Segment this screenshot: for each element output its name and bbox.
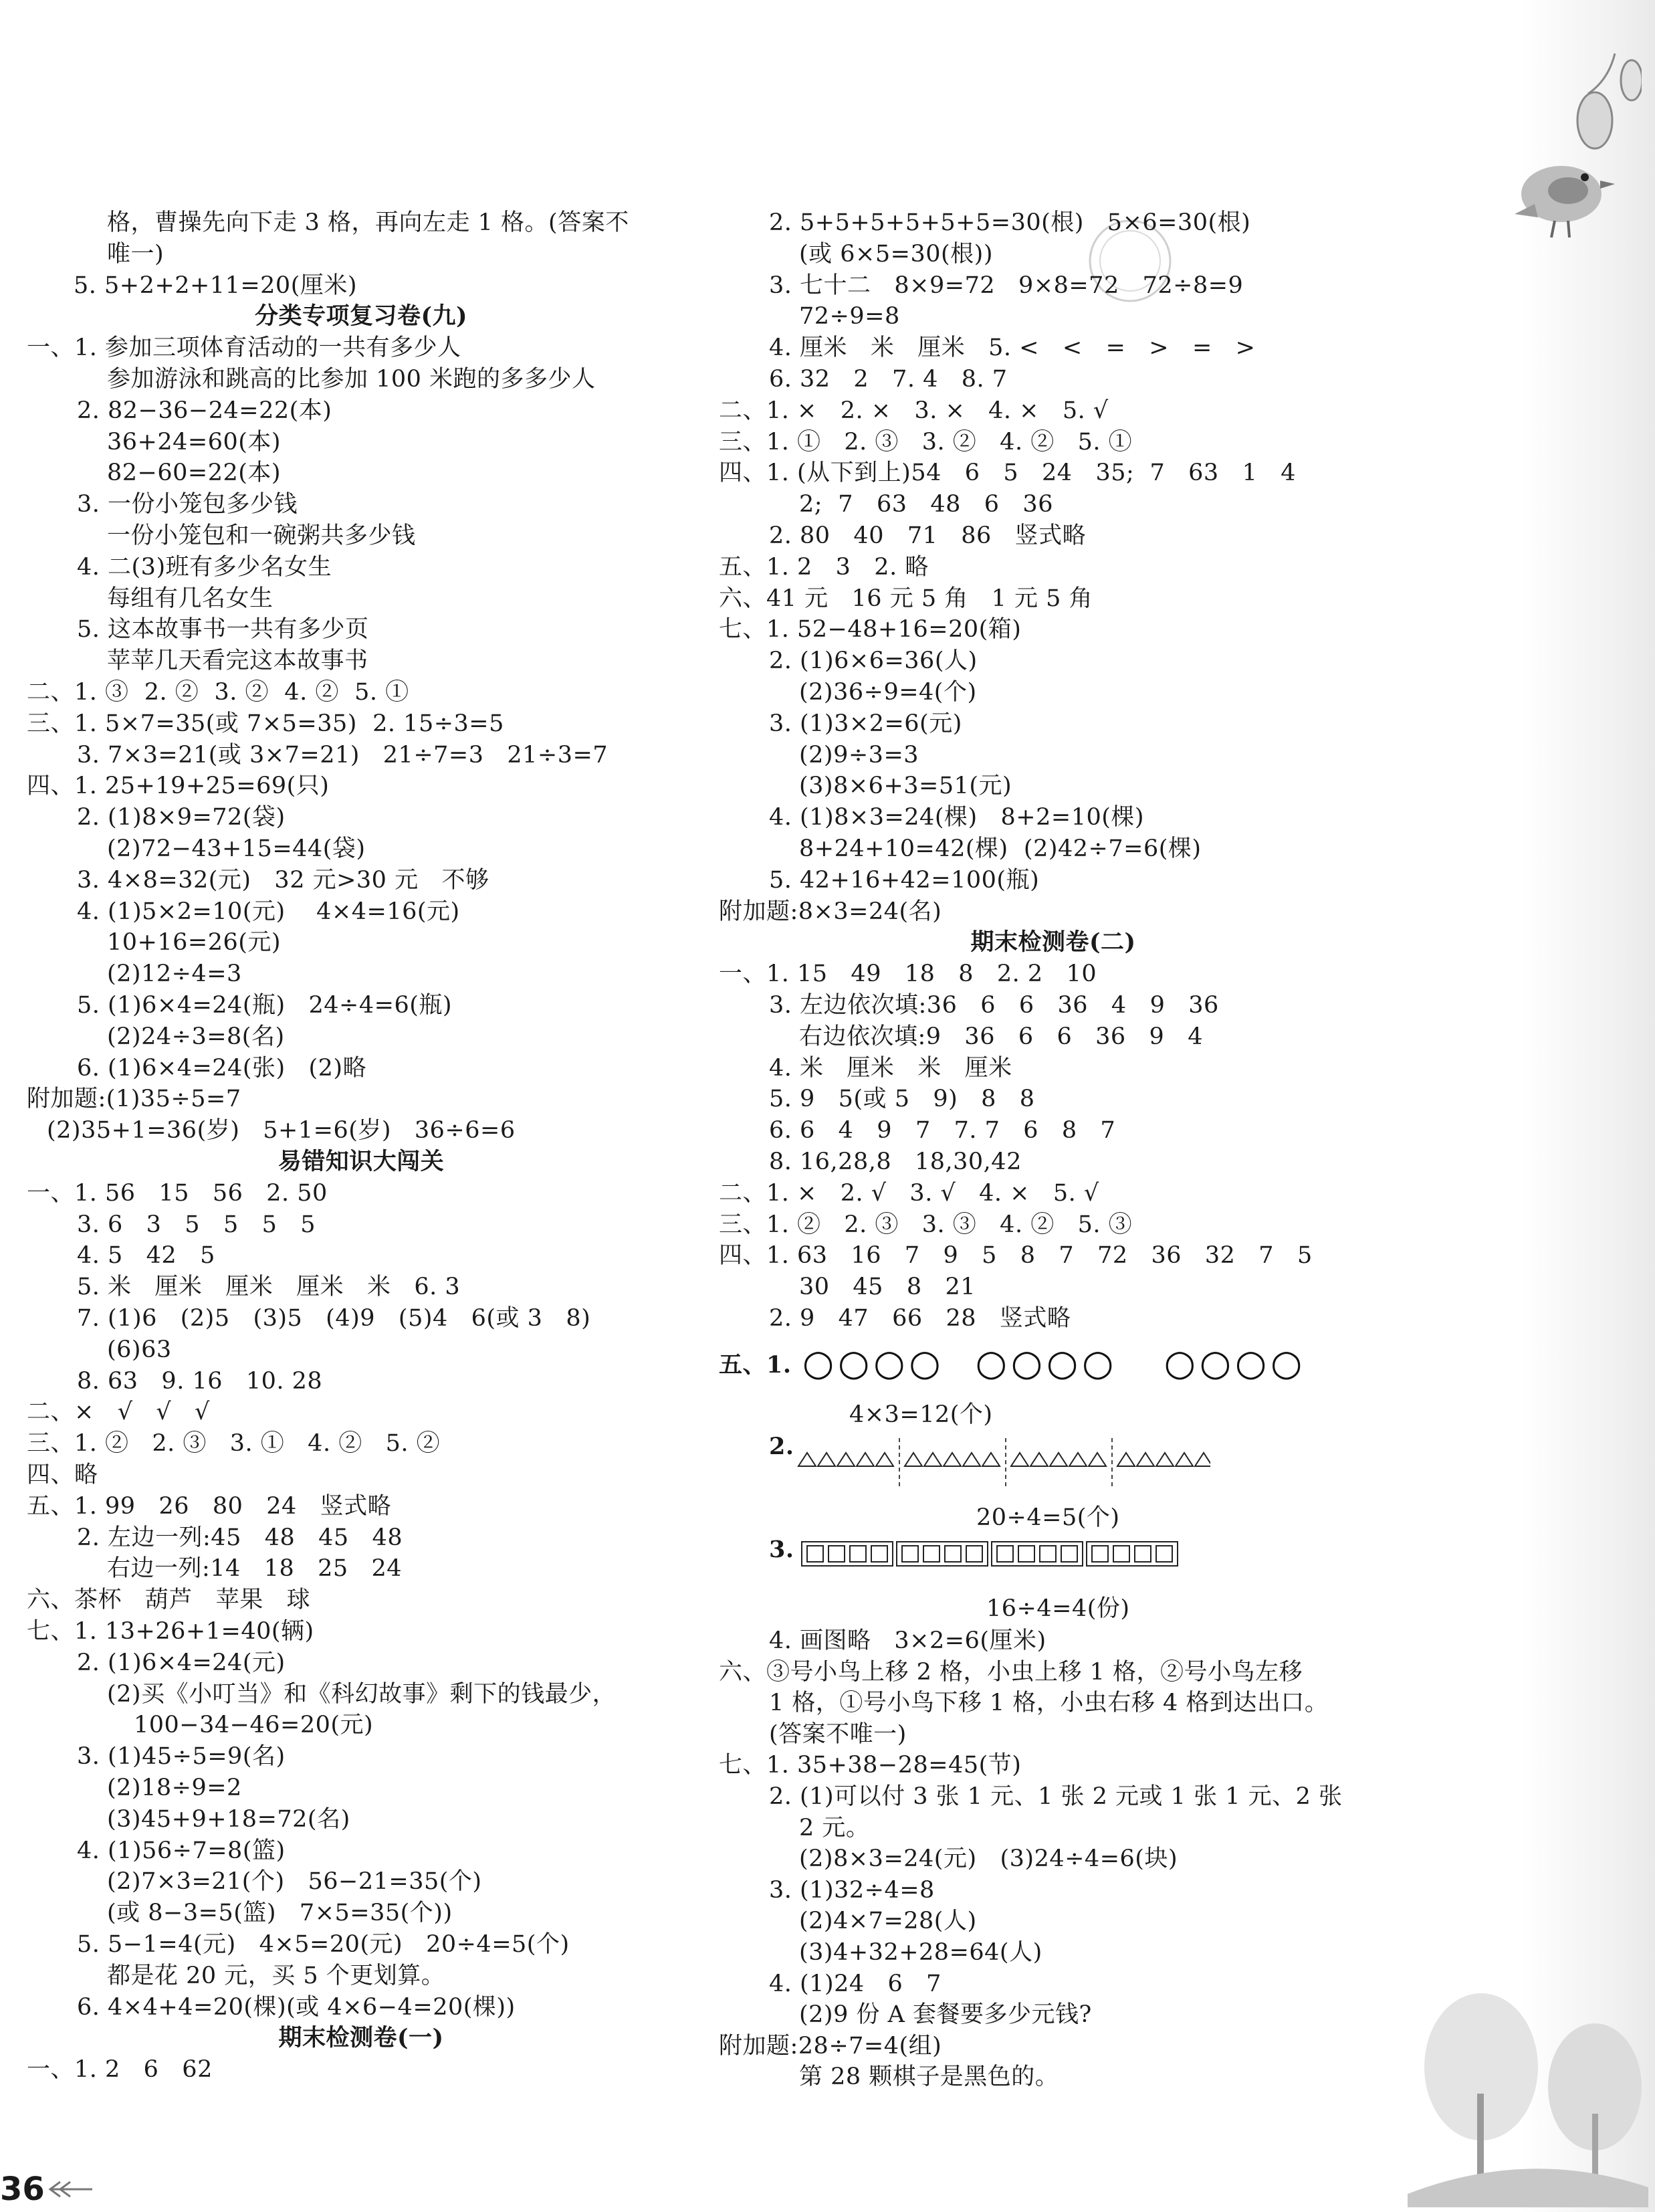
answer-line: 三、1. ① 2. ③ 3. ② 4. ② 5. ① <box>719 428 1133 456</box>
triangle-mark <box>1011 1453 1028 1466</box>
answer-line: 72÷9=8 <box>799 303 900 330</box>
triangle-mark <box>1050 1453 1067 1466</box>
answer-line: 二、× √ √ √ <box>27 1399 210 1426</box>
answer-line: 100−34−46=20(元) <box>134 1712 374 1739</box>
figure-box-groups <box>801 1541 1178 1567</box>
answer-line: 二、1. ③ 2. ② 3. ② 4. ② 5. ① <box>27 679 409 706</box>
answer-line: 一、1. 2 6 62 <box>27 2056 213 2084</box>
figure-triangle-groups <box>796 1437 1210 1490</box>
figure-q5-1-equation: 4×3=12(个) <box>849 1401 993 1428</box>
triangle-mark <box>857 1453 874 1466</box>
answer-line: (2)24÷3=8(名) <box>107 1023 285 1050</box>
answer-line: 3. 七十二 8×9=72 9×8=72 72÷8=9 <box>769 272 1244 299</box>
answer-line: 5. (1)6×4=24(瓶) 24÷4=6(瓶) <box>77 992 453 1019</box>
square-mark <box>923 1545 940 1563</box>
answer-line: 格，曹操先向下走 3 格，再向左走 1 格。(答案不 <box>107 209 629 236</box>
answer-line: 6. 32 2 7. 4 8. 7 <box>769 366 1008 393</box>
figure-q5-3-equation: 16÷4=4(份) <box>986 1595 1130 1622</box>
section-title: 易错知识大闯关 <box>278 1148 445 1175</box>
triangle-mark <box>818 1453 835 1466</box>
answer-line: 四、略 <box>27 1462 98 1488</box>
answer-line: 6. 4×4+4=20(棵)(或 4×6−4=20(棵)) <box>77 1993 516 2021</box>
triangle-mark <box>982 1453 1000 1466</box>
box-group <box>896 1541 988 1567</box>
answer-line: 七、1. 35+38−28=45(节) <box>719 1752 1022 1779</box>
section-title: 期末检测卷(二) <box>970 928 1136 957</box>
answer-line: (3)4+32+28=64(人) <box>799 1939 1042 1966</box>
answer-line: (2)72−43+15=44(袋) <box>107 835 366 862</box>
answer-line: 5. 42+16+42=100(瓶) <box>769 866 1040 894</box>
triangle-mark <box>924 1453 942 1466</box>
answer-line: 2. (1)6×4=24(元) <box>77 1649 286 1676</box>
answer-line: 10+16=26(元) <box>107 929 282 957</box>
triangle-mark <box>1089 1453 1106 1466</box>
figure-circles: ○○○○ ○○○○ ○○○○ <box>802 1342 1307 1384</box>
answer-line: 二、1. × 2. √ 3. √ 4. × 5. √ <box>719 1179 1099 1207</box>
answer-line: 1 格，①号小鸟下移 1 格，小虫右移 4 格到达出口。 <box>769 1690 1329 1717</box>
answer-line: 一、1. 参加三项体育活动的一共有多少人 <box>27 334 461 362</box>
triangle-mark <box>876 1453 893 1466</box>
box-group <box>991 1541 1083 1567</box>
figure-q5-2-equation: 20÷4=5(个) <box>976 1504 1120 1531</box>
answer-line: 6. (1)6×4=24(张) (2)略 <box>77 1054 367 1082</box>
answer-line: 六、茶杯 葫芦 苹果 球 <box>27 1587 311 1614</box>
square-mark <box>996 1545 1014 1563</box>
square-mark <box>1018 1545 1035 1563</box>
answer-line: 36+24=60(本) <box>107 428 282 456</box>
square-mark <box>1039 1545 1057 1563</box>
answer-line: 6. 6 4 9 7 7. 7 6 8 7 <box>769 1117 1116 1144</box>
box-group <box>801 1541 893 1567</box>
answer-line: 2 元。 <box>799 1814 870 1841</box>
answer-line: 5. 米 厘米 厘米 厘米 米 6. 3 <box>77 1274 461 1301</box>
answer-line: 三、1. 5×7=35(或 7×5=35) 2. 15÷3=5 <box>27 710 504 737</box>
figure-q5-3-label: 3. <box>769 1536 794 1563</box>
answer-line: 一、1. 15 49 18 8 2. 2 10 <box>719 961 1097 988</box>
square-mark <box>828 1545 845 1563</box>
answer-line: 4. (1)8×3=24(棵) 8+2=10(棵) <box>769 804 1145 831</box>
triangle-mark <box>1176 1453 1193 1466</box>
answer-line: 唯一) <box>107 240 164 268</box>
square-mark <box>901 1545 919 1563</box>
answer-line: 8+24+10=42(棵) (2)42÷7=6(棵) <box>799 835 1202 862</box>
answer-line: (2)买《小叮当》和《科幻故事》剩下的钱最少， <box>107 1680 617 1708</box>
answer-line: 六、41 元 16 元 5 角 1 元 5 角 <box>719 585 1093 612</box>
answer-line: 8. 16,28,8 18,30,42 <box>769 1148 1022 1175</box>
answer-line: 三、1. ② 2. ③ 3. ③ 4. ② 5. ③ <box>719 1211 1133 1238</box>
answer-line: 都是花 20 元，买 5 个更划算。 <box>107 1962 445 1989</box>
triangle-mark <box>1117 1453 1135 1466</box>
answer-line: 七、1. 52−48+16=20(箱) <box>719 616 1022 643</box>
answer-line: 5. 9 5(或 5 9) 8 8 <box>769 1086 1035 1113</box>
answer-line: (2)8×3=24(元) (3)24÷4=6(块) <box>799 1845 1178 1873</box>
answer-line: 2; 7 63 48 6 36 <box>799 491 1053 518</box>
square-mark <box>944 1545 962 1563</box>
answer-line: (2)36÷9=4(个) <box>799 679 977 706</box>
answer-line: 3. (1)3×2=6(元) <box>769 710 962 737</box>
answer-line: 五、1. 99 26 80 24 竖式略 <box>27 1492 392 1520</box>
answer-line: 四、1. 63 16 7 9 5 8 7 72 36 32 7 5 <box>719 1242 1313 1270</box>
triangle-mark <box>963 1453 980 1466</box>
answer-line: 四、1. 25+19+25=69(只) <box>27 773 330 800</box>
answer-line: 3. 7×3=21(或 3×7=21) 21÷7=3 21÷3=7 <box>77 741 609 769</box>
answer-line: 8. 63 9. 16 10. 28 <box>77 1367 323 1395</box>
tree-illustration-icon <box>1408 1993 1648 2207</box>
answer-line: 4. 二(3)班有多少名女生 <box>77 553 332 581</box>
section-title: 期末检测卷(一) <box>278 2024 444 2052</box>
answer-line: 2. (1)可以付 3 张 1 元、1 张 2 元或 1 张 1 元、2 张 <box>769 1783 1343 1810</box>
square-mark <box>849 1545 867 1563</box>
answer-line: 4. (1)56÷7=8(篮) <box>77 1837 286 1864</box>
answer-line: (或 6×5=30(根)) <box>799 240 993 268</box>
answer-line: 2. 9 47 66 28 竖式略 <box>769 1305 1071 1332</box>
answer-line: 3. (1)32÷4=8 <box>769 1876 935 1904</box>
answer-line: 4. 米 厘米 米 厘米 <box>769 1054 1012 1082</box>
answer-line: 2. 82−36−24=22(本) <box>77 397 332 424</box>
square-mark <box>1113 1545 1130 1563</box>
triangle-mark <box>1195 1453 1210 1466</box>
answer-line: 五、1. 2 3 2. 略 <box>719 553 929 581</box>
answer-line: 3. 6 3 5 5 5 5 <box>77 1211 316 1238</box>
bird-illustration-icon <box>1508 27 1642 241</box>
answer-line: (2)4×7=28(人) <box>799 1908 977 1935</box>
section-title: 分类专项复习卷(九) <box>254 302 468 330</box>
answer-line: 4. 厘米 米 厘米 5. < < = > = > <box>769 334 1256 362</box>
answer-line: 82−60=22(本) <box>107 460 282 487</box>
square-mark <box>1155 1545 1173 1563</box>
square-mark <box>966 1545 983 1563</box>
triangle-mark <box>1069 1453 1087 1466</box>
answer-line: 5. 5−1=4(元) 4×5=20(元) 20÷4=5(个) <box>77 1931 570 1958</box>
answer-line: 第 28 颗棋子是黑色的。 <box>799 2064 1059 2091</box>
answer-line: (2)9 份 A 套餐要多少元钱? <box>799 2001 1092 2029</box>
triangle-mark <box>1156 1453 1174 1466</box>
answer-line: 右边依次填:9 36 6 6 36 9 4 <box>799 1023 1203 1050</box>
answer-line: 四、1. (从下到上)54 6 5 24 35; 7 63 1 4 <box>719 460 1296 487</box>
answer-line: 六、③号小鸟上移 2 格，小虫上移 1 格，②号小鸟左移 <box>719 1658 1303 1686</box>
answer-line: 右边一列:14 18 25 24 <box>107 1555 403 1583</box>
answer-line: 二、1. × 2. × 3. × 4. × 5. √ <box>719 397 1109 424</box>
answer-line: 2. (1)6×6=36(人) <box>769 647 978 675</box>
square-mark <box>1091 1545 1109 1563</box>
answer-line: (2)18÷9=2 <box>107 1775 242 1801</box>
triangle-mark <box>798 1453 816 1466</box>
answer-line: 附加题:(1)35÷5=7 <box>27 1086 241 1113</box>
triangle-mark <box>905 1453 922 1466</box>
answer-line: 2. 5+5+5+5+5+5=30(根) 5×6=30(根) <box>769 209 1251 236</box>
answer-line: 3. 一份小笼包多少钱 <box>77 491 298 518</box>
answer-line: 一、1. 56 15 56 2. 50 <box>27 1179 328 1207</box>
answer-line: 3. 左边依次填:36 6 6 36 4 9 36 <box>769 992 1219 1019</box>
answer-line: 3. 4×8=32(元) 32 元>30 元 不够 <box>77 866 489 894</box>
answer-line: (2)7×3=21(个) 56−21=35(个) <box>107 1868 482 1896</box>
answer-line: 30 45 8 21 <box>799 1274 976 1301</box>
square-mark <box>1134 1545 1151 1563</box>
answer-line: 2. 左边一列:45 48 45 48 <box>77 1524 403 1551</box>
figure-q5-1-label: 五、1. <box>719 1351 792 1379</box>
answer-line: (或 8−3=5(篮) 7×5=35(个)) <box>107 1900 453 1927</box>
answer-line: 苹苹几天看完这本故事书 <box>107 647 368 675</box>
answer-line: 4. 画图略 3×2=6(厘米) <box>769 1627 1046 1654</box>
box-group <box>1086 1541 1178 1567</box>
answer-line: 七、1. 13+26+1=40(辆) <box>27 1618 314 1645</box>
answer-line: 附加题:8×3=24(名) <box>719 898 942 925</box>
answer-line: (2)9÷3=3 <box>799 741 919 769</box>
triangle-mark <box>944 1453 961 1466</box>
answer-line: 3. (1)45÷5=9(名) <box>77 1743 286 1771</box>
triangle-mark <box>837 1453 855 1466</box>
arrow-decoration-icon <box>47 2179 94 2199</box>
answer-line: 2. (1)8×9=72(袋) <box>77 804 286 831</box>
square-mark <box>871 1545 888 1563</box>
answer-line: (2)12÷4=3 <box>107 961 242 988</box>
answer-line: 5. 这本故事书一共有多少页 <box>77 616 369 643</box>
answer-line: (2)35+1=36(岁) 5+1=6(岁) 36÷6=6 <box>47 1117 516 1144</box>
answer-line: 一份小笼包和一碗粥共多少钱 <box>107 522 416 549</box>
answer-line: 每组有几名女生 <box>107 585 273 612</box>
square-mark <box>1061 1545 1078 1563</box>
page-number: 36 <box>0 2171 45 2208</box>
triangle-mark <box>1030 1453 1048 1466</box>
answer-line: 三、1. ② 2. ③ 3. ① 4. ② 5. ② <box>27 1430 441 1457</box>
answer-line: 4. 5 42 5 <box>77 1242 215 1270</box>
answer-line: 参加游泳和跳高的比参加 100 米跑的多多少人 <box>107 366 596 393</box>
square-mark <box>806 1545 824 1563</box>
triangle-mark <box>1137 1453 1154 1466</box>
answer-line: (6)63 <box>107 1336 172 1363</box>
answer-line: 2. 80 40 71 86 竖式略 <box>769 522 1087 549</box>
answer-line: 4. (1)24 6 7 <box>769 1970 942 1997</box>
answer-line: (3)45+9+18=72(名) <box>107 1805 350 1833</box>
figure-q5-2-label: 2. <box>769 1433 794 1460</box>
answer-line: (答案不唯一) <box>769 1720 907 1748</box>
answer-line: 4. (1)5×2=10(元) 4×4=16(元) <box>77 898 460 925</box>
answer-line: 附加题:28÷7=4(组) <box>719 2032 942 2059</box>
answer-line: 5. 5+2+2+11=20(厘米) <box>74 272 358 299</box>
answer-line: (3)8×6+3=51(元) <box>799 773 1012 800</box>
decorative-margin <box>1521 0 1655 2212</box>
answer-line: 7. (1)6 (2)5 (3)5 (4)9 (5)4 6(或 3 8) <box>77 1305 591 1332</box>
